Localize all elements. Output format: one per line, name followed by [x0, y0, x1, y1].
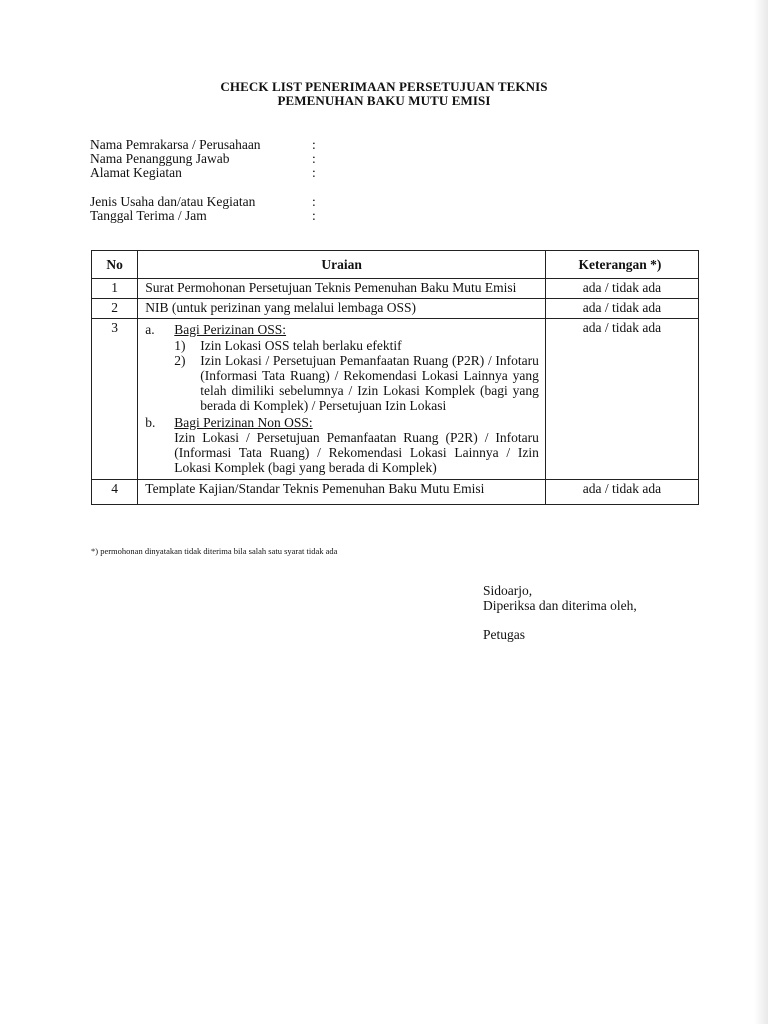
field-nama-pemrakarsa [90, 137, 390, 152]
row-number: 4 [92, 480, 138, 505]
item-text: Izin Lokasi OSS telah berlaku efektif [200, 338, 402, 353]
field-nama-penanggung-jawab [90, 151, 390, 166]
row-number: 1 [92, 279, 138, 299]
section-heading: Bagi Perizinan Non OSS: [174, 415, 313, 430]
field-jenis-usaha [90, 194, 390, 209]
item-number: 1) [174, 338, 186, 353]
field-colon: : [312, 165, 316, 180]
field-colon: : [312, 194, 316, 209]
list-item [174, 353, 539, 413]
row-description: Surat Permohonan Persetujuan Teknis Pemenuhan Baku Mutu Emisi [138, 279, 546, 299]
field-colon: : [312, 151, 316, 166]
field-label: Nama Pemrakarsa / Perusahaan [90, 137, 261, 152]
row-description [138, 319, 546, 480]
section-text: Izin Lokasi / Persetujuan Pemanfaatan Ruang (P2R) / Infotaru (Informasi Tata Ruang) / Rekomendasi Lokasi Lainnya / Izin Lokasi Komplek (bagi yang berada di Komplek) [174, 430, 539, 475]
signature-place: Sidoarjo, [483, 583, 533, 598]
field-label: Alamat Kegiatan [90, 165, 182, 180]
field-tanggal-terima [90, 208, 390, 223]
table-row [92, 279, 699, 299]
row-status: ada / tidak ada [545, 299, 698, 319]
field-alamat-kegiatan [90, 165, 390, 180]
section-non-oss [145, 415, 539, 475]
row-status: ada / tidak ada [545, 480, 698, 505]
section-letter: b. [145, 415, 156, 430]
table-row [92, 480, 699, 505]
field-label: Jenis Usaha dan/atau Kegiatan [90, 194, 256, 209]
field-label: Nama Penanggung Jawab [90, 151, 230, 166]
section-oss [145, 322, 539, 413]
field-colon: : [312, 137, 316, 152]
column-header-uraian: Uraian [138, 251, 546, 279]
row-status: ada / tidak ada [545, 319, 698, 480]
signature-checked-by: Diperiksa dan diterima oleh, [483, 598, 637, 613]
signature-officer: Petugas [483, 627, 525, 642]
footnote: *) permohonan dinyatakan tidak diterima bila salah satu syarat tidak ada [91, 546, 338, 556]
section-letter: a. [145, 322, 155, 337]
row-status: ada / tidak ada [545, 279, 698, 299]
column-header-no: No [92, 251, 138, 279]
checklist-table [91, 250, 699, 505]
row-number: 3 [92, 319, 138, 480]
item-text: Izin Lokasi / Persetujuan Pemanfaatan Ruang (P2R) / Infotaru (Informasi Tata Ruang) / Rekomendasi Lokasi Lainnya yang telah dimiliki sebelumnya / Izin Lokasi Komplek (bagi yang berada di Komplek) / Persetujuan Izin Lokasi [200, 353, 539, 413]
field-colon: : [312, 208, 316, 223]
document-title-line2: PEMENUHAN BAKU MUTU EMISI [277, 93, 491, 108]
page-edge-shadow [754, 0, 768, 1024]
table-row [92, 319, 699, 480]
row-number: 2 [92, 299, 138, 319]
table-row [92, 299, 699, 319]
list-item [174, 338, 539, 353]
column-header-keterangan: Keterangan *) [545, 251, 698, 279]
item-number: 2) [174, 353, 186, 368]
table-header-row [92, 251, 699, 279]
row-description: Template Kajian/Standar Teknis Pemenuhan Baku Mutu Emisi [138, 480, 546, 505]
row-description: NIB (untuk perizinan yang melalui lembaga OSS) [138, 299, 546, 319]
document-title-line1: CHECK LIST PENERIMAAN PERSETUJUAN TEKNIS [220, 79, 548, 94]
section-heading: Bagi Perizinan OSS: [174, 322, 287, 337]
field-label: Tanggal Terima / Jam [90, 208, 207, 223]
